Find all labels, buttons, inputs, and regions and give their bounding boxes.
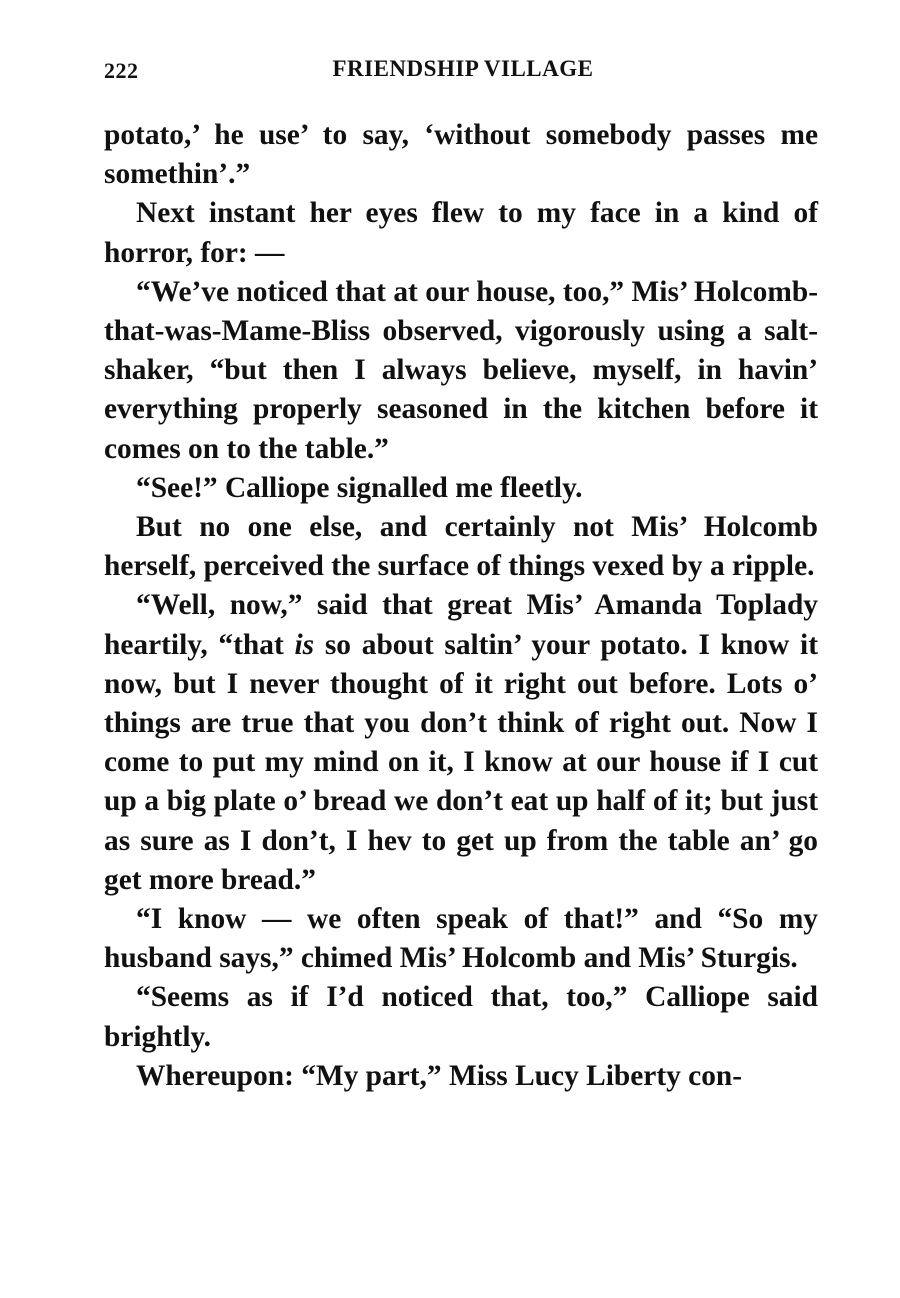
page-number: 222 [104,58,139,83]
paragraph-text-after-italic: so about saltin’ your potato. I know it now, but I never thought of it right out before. Lots o’ things are true that you don’t think of right out. Now I come to put my mind on it, I know at our house if I cut up a big plate o’ bread we don’t eat up half of it; but just as sure as I don’t, I hev to get up from the table an’ go get more bread.” [104,628,818,896]
paragraph: Whereupon: “My part,” Miss Lucy Liberty con- [136,1059,743,1092]
body-text [104,116,818,1096]
paragraph: potato,’ he use’ to say, ‘without somebody passes me somethin’.” [104,119,818,191]
paragraph: “Seems as if I’d noticed that, too,” Calliope said brightly. [104,981,818,1053]
running-head [104,56,818,92]
running-title: FRIENDSHIP VILLAGE [332,56,594,81]
paragraph: “See!” Calliope signalled me fleetly. [136,471,583,504]
paragraph [104,586,818,900]
book-page [104,56,818,1096]
paragraph: But no one else, and certainly not Mis’ Holcomb herself, perceived the surface of things vexed by a ripple. [104,511,818,583]
paragraph: Next instant her eyes flew to my face in a kind of horror, for: — [104,197,818,269]
paragraph: “We’ve noticed that at our house, too,” Mis’ Holcomb-that-was-Mame-Bliss observed, vigorously using a salt-shaker, “but then I always believe, myself, in havin’ everything properly seasoned in the kitchen before it comes on to the table.” [104,275,818,465]
paragraph: “I know — we often speak of that!” and “So my husband says,” chimed Mis’ Holcomb and Mis’ Sturgis. [104,903,818,975]
paragraph-text-before-italic: “Well, now,” said that great Mis’ Amanda Toplady heartily, “that [104,589,818,661]
italic-word: is [294,628,315,661]
